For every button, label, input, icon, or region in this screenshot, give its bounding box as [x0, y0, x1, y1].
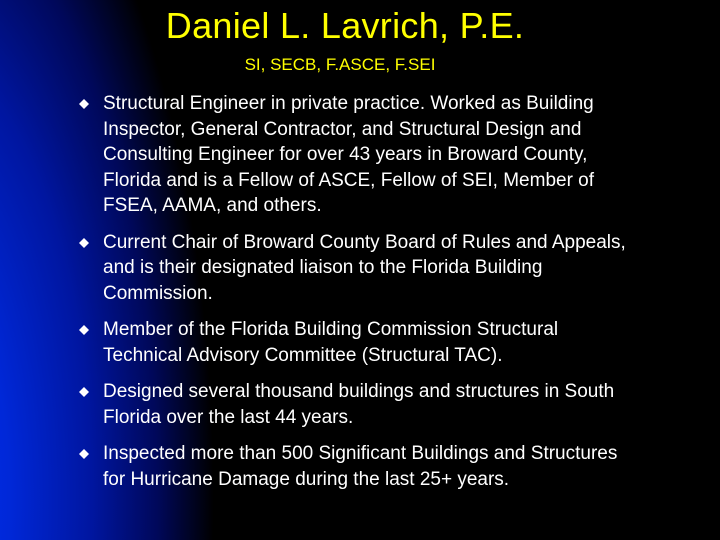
bullet-text: Inspected more than 500 Significant Buildings and Structures for Hurricane Damage during the last 25+ years. — [103, 443, 618, 490]
slide-subtitle: SI, SECB, F.ASCE, F.SEI — [244, 55, 436, 74]
bullet-item — [77, 317, 637, 368]
diamond-bullet-icon — [79, 387, 89, 397]
diamond-bullet-icon — [79, 325, 89, 335]
bullet-text: Designed several thousand buildings and structures in South Florida over the last 44 years. — [103, 381, 615, 428]
diamond-bullet-icon — [79, 99, 89, 109]
bullet-item — [77, 230, 637, 307]
bullet-item — [77, 379, 637, 430]
slide-title: Daniel L. Lavrich, P.E. — [165, 5, 525, 46]
bullet-list — [77, 91, 637, 492]
bullet-item — [77, 91, 637, 219]
bullet-text: Structural Engineer in private practice. Worked as Building Inspector, General Contractor, and Structural Design and Consulting Engineer for over 43 years in Broward County, Florida and is a Fellow of ASCE, Fellow of SEI, Member of FSEA, AAMA, and others. — [103, 93, 595, 216]
diamond-bullet-icon — [79, 449, 89, 459]
bullet-text: Current Chair of Broward County Board of Rules and Appeals, and is their designated liaison to the Florida Building Commission. — [103, 231, 626, 304]
bullet-item — [77, 441, 637, 492]
bullet-text: Member of the Florida Building Commission Structural Technical Advisory Committee (Structural TAC). — [103, 319, 559, 366]
diamond-bullet-icon — [79, 238, 89, 248]
